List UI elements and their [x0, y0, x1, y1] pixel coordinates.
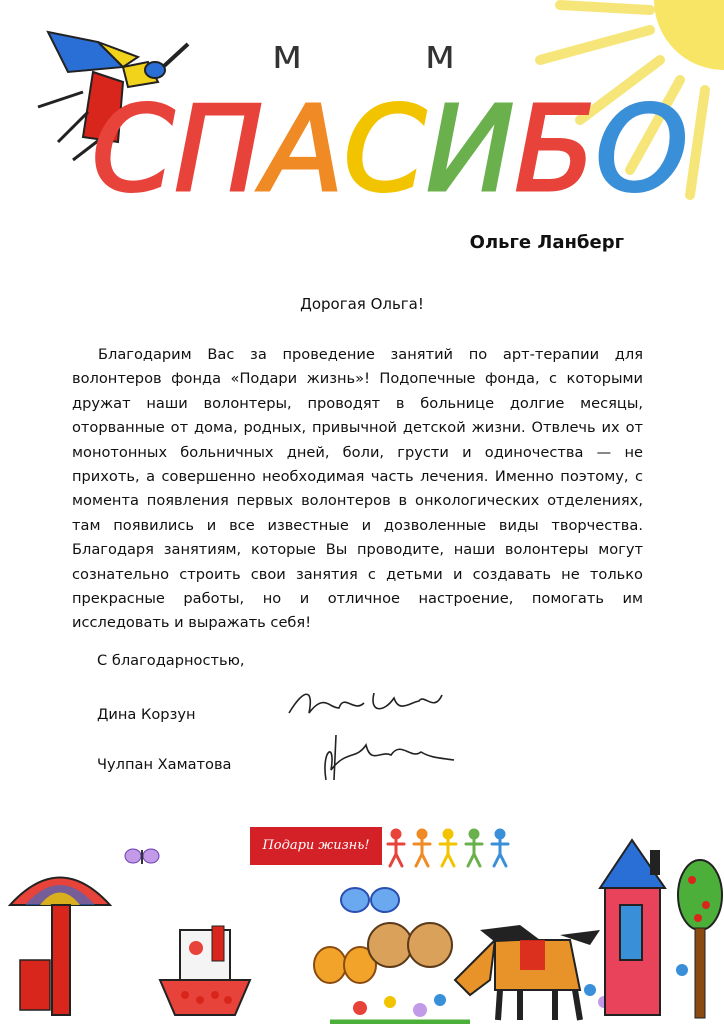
small-house-drawing: [20, 960, 50, 1010]
decor-letters: м м: [272, 32, 511, 78]
signatory-name: Чулпан Хаматова: [97, 756, 232, 773]
bottom-illustrations: [0, 830, 724, 1024]
page-title: [91, 40, 689, 218]
horse-drawing: [455, 925, 600, 1020]
signature-khamatova: [316, 730, 456, 785]
greeting: Дорогая Ольга!: [300, 295, 424, 313]
title-letter: П: [174, 80, 263, 218]
signatory-name: Дина Корзун: [97, 706, 196, 723]
title-letter: С: [91, 80, 175, 218]
title-letter: С: [343, 80, 427, 218]
tree-drawing: [678, 860, 722, 1018]
butterflies-drawing: [314, 888, 452, 983]
closing-line: С благодарностью,: [97, 652, 245, 669]
letter-body: [72, 343, 643, 636]
recipient-name: Ольге Ланберг: [469, 232, 624, 253]
house-drawing: [600, 840, 665, 1015]
body-paragraph: Благодарим Вас за проведение занятий по арт-терапии для волонтеров фонда «Подари жизнь»! Подопечные фонда, с которыми дружат наши волонтеры, проводят в больнице долгие месяцы, оторванные от дома, родных, привычной детской жизни. Отвлечь их от монотонных больничных дней, боли, грусти и одиночества — не прихоть, а совершенно необходимая часть лечения. Именно поэтому, с момента появления первых волонтеров в онкологических отделениях, там появились и все известные и дозволенные виды творчества. Благодаря занятиям, которые Вы проводите, наши волонтеры могут сознательно строить свои занятия с детьми и создавать не только прекрасные работы, но и отличное настроение, помогать им исследовать и выражать себя!: [72, 346, 643, 632]
title-letter: Б: [514, 80, 596, 218]
foundation-logo: Подари жизнь!: [250, 827, 382, 865]
title-letter: О: [595, 80, 689, 218]
signature-korzun: [284, 683, 444, 723]
title-letter: И: [426, 80, 515, 218]
title-text: [92, 80, 688, 218]
butterfly-drawing: [125, 849, 159, 864]
boat-drawing: [160, 926, 250, 1015]
title-letter: А: [262, 80, 344, 218]
